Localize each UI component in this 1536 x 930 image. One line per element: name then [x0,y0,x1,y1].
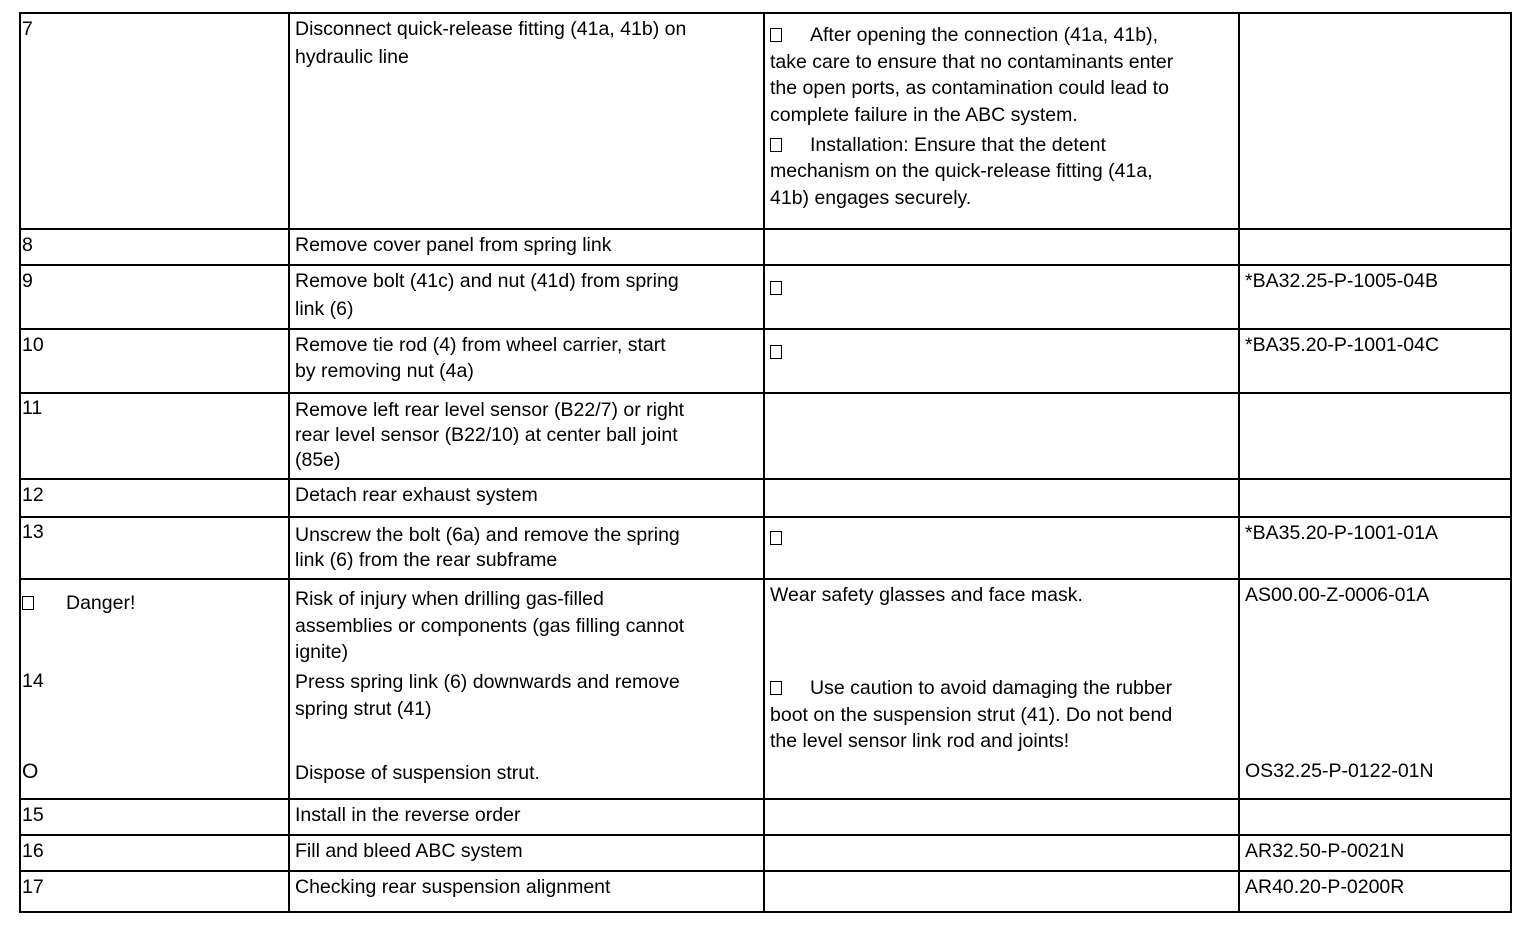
procedure-table [19,12,1512,913]
step-number: 8 [22,234,33,256]
operation-text: Dispose of suspension strut. [295,762,540,784]
action-text: (85e) [295,449,341,471]
step-number: 15 [22,804,44,826]
note-text: boot on the suspension strut (41). Do not bend [770,704,1173,726]
table-row [19,392,1512,480]
warning-note: Wear safety glasses and face mask. [770,584,1083,606]
step-number: 13 [22,521,44,543]
step-number: 10 [22,334,44,356]
note-text: Installation: Ensure that the detent [810,134,1106,156]
reference-code: AR32.50-P-0021N [1245,840,1405,862]
table-row [19,834,1512,872]
step-number: 11 [22,397,43,419]
action-text: spring strut (41) [295,698,432,720]
step-number: 14 [22,670,44,692]
warning-label: Danger! [66,592,136,614]
table-row [19,578,1512,800]
action-text: Fill and bleed ABC system [295,840,523,862]
note-icon [770,531,782,545]
reference-code: *BA35.20-P-1001-01A [1245,522,1438,544]
note-text: the level sensor link rod and joints! [770,730,1070,752]
note-text: 41b) engages securely. [770,187,972,209]
action-text: Remove left rear level sensor (B22/7) or right [295,399,685,421]
step-number: 16 [22,840,44,862]
note-text: After opening the connection (41a, 41b), [810,24,1158,46]
action-text: Unscrew the bolt (6a) and remove the spring [295,524,680,546]
reference-code: AR40.20-P-0200R [1245,876,1405,898]
note-icon [770,28,782,42]
note-text: complete failure in the ABC system. [770,104,1078,126]
note-icon [770,681,782,695]
action-text: Remove bolt (41c) and nut (41d) from spring [295,270,679,292]
table-row [19,264,1512,330]
action-text: rear level sensor (B22/10) at center ball joint [295,424,678,446]
operation-marker: O [22,760,39,783]
table-row [19,516,1512,580]
table-row [19,12,1512,230]
note-text: take care to ensure that no contaminants enter [770,51,1174,73]
operation-reference: OS32.25-P-0122-01N [1245,760,1434,782]
step-number: 12 [22,484,44,506]
warning-reference: AS00.00-Z-0006-01A [1245,584,1430,606]
warning-text: Risk of injury when drilling gas-filled [295,588,604,610]
note-icon [770,281,782,295]
note-text: the open ports, as contamination could lead to [770,77,1169,99]
table-row [19,478,1512,518]
action-text: Install in the reverse order [295,804,521,826]
action-text: Remove tie rod (4) from wheel carrier, start [295,334,666,356]
step-number: 9 [22,270,33,292]
table-row [19,798,1512,836]
reference-code: *BA35.20-P-1001-04C [1245,334,1440,356]
reference-code: *BA32.25-P-1005-04B [1245,270,1438,292]
action-text: by removing nut (4a) [295,360,474,382]
table-row [19,870,1512,913]
action-text: Remove cover panel from spring link [295,234,612,256]
action-text: link (6) [295,298,354,320]
table-row [19,228,1512,266]
warning-text: assemblies or components (gas filling cannot [295,615,685,637]
table-row [19,328,1512,394]
action-text: link (6) from the rear subframe [295,549,558,571]
step-number: 7 [22,18,33,40]
note-icon [770,138,782,152]
note-text: Use caution to avoid damaging the rubber [810,677,1173,699]
warning-text: ignite) [295,641,349,663]
warning-icon [22,596,34,610]
action-text: Press spring link (6) downwards and remove [295,671,680,693]
note-text: mechanism on the quick-release fitting (41a, [770,160,1153,182]
action-text: Disconnect quick-release fitting (41a, 41b) on [295,18,687,40]
note-icon [770,345,782,359]
action-text: Detach rear exhaust system [295,484,538,506]
action-text: Checking rear suspension alignment [295,876,611,898]
action-text: hydraulic line [295,46,409,68]
step-number: 17 [22,876,44,898]
